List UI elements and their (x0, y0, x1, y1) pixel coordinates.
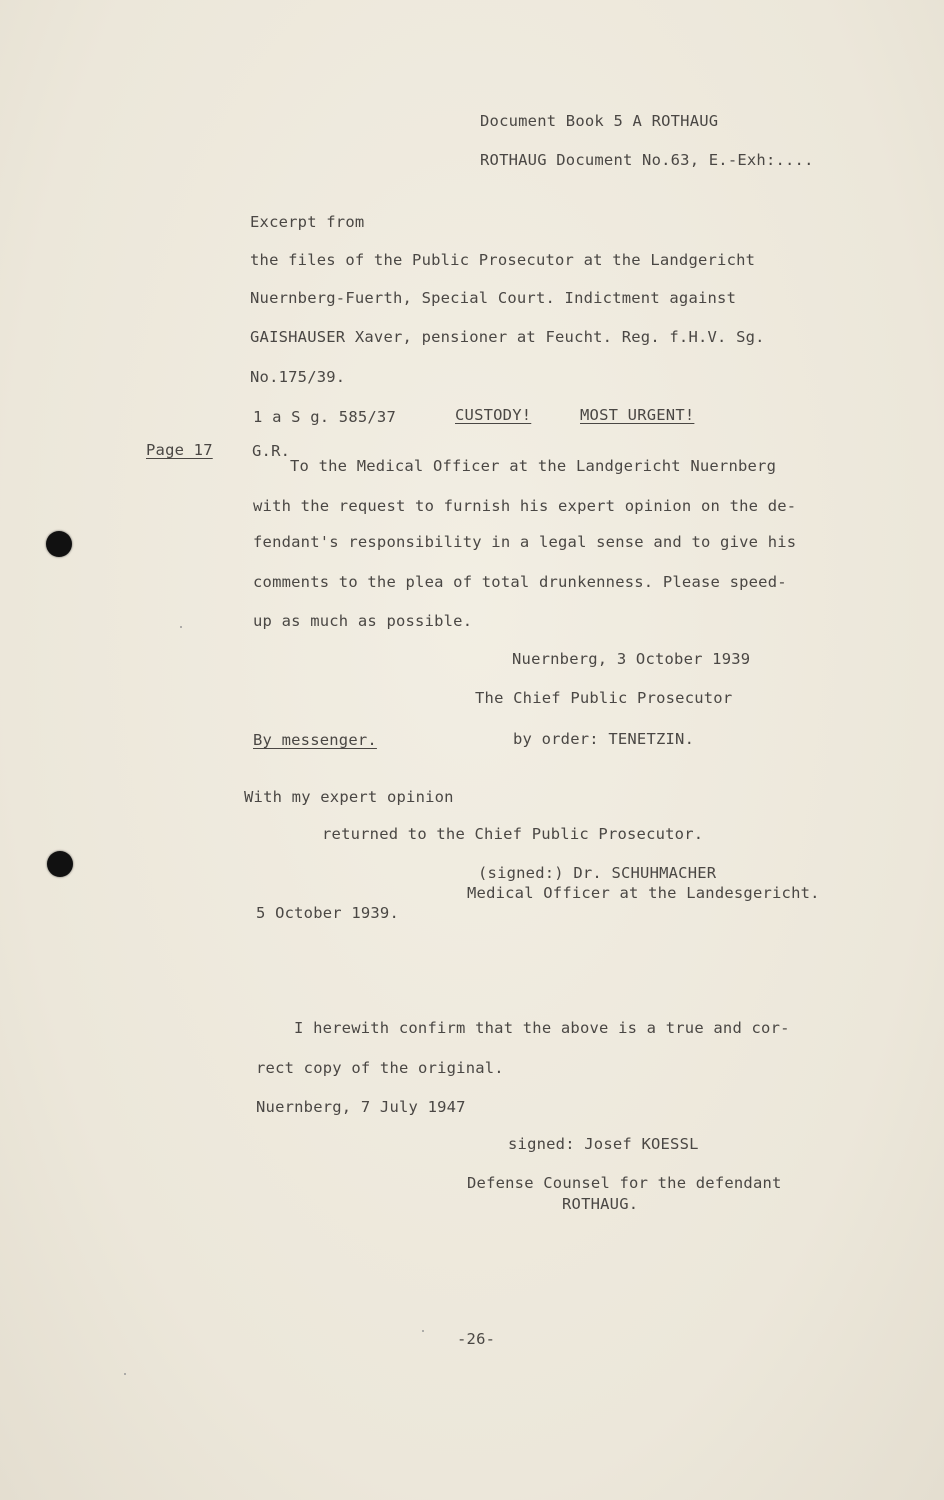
reply-date: 5 October 1939. (256, 904, 399, 922)
urgent-stamp: MOST URGENT! (580, 406, 695, 424)
reply-signature: (signed:) Dr. SCHUHMACHER (478, 864, 717, 882)
letter-order: by order: TENETZIN. (513, 730, 695, 748)
paper-speck (180, 626, 182, 628)
excerpt-line: Excerpt from (250, 213, 365, 231)
paper-speck (124, 1373, 126, 1375)
punch-hole-top (46, 531, 72, 557)
letter-line: comments to the plea of total drunkenness. Please speed- (253, 573, 787, 591)
page-number: -26- (457, 1330, 496, 1348)
letter-line: up as much as possible. (253, 612, 473, 630)
letter-gr: G.R. (252, 442, 291, 460)
letter-date: Nuernberg, 3 October 1939 (512, 650, 751, 668)
letter-line: To the Medical Officer at the Landgericht Nuernberg (290, 457, 777, 475)
margin-page-note: Page 17 (146, 441, 213, 459)
certification-signature: signed: Josef KOESSL (508, 1135, 699, 1153)
document-book-heading: Document Book 5 A ROTHAUG (480, 112, 719, 130)
letter-line: fendant's responsibility in a legal sense and to give his (253, 533, 797, 551)
reply-title: Medical Officer at the Landesgericht. (467, 884, 820, 902)
excerpt-line: No.175/39. (250, 368, 346, 386)
certification-defendant: ROTHAUG. (562, 1195, 639, 1213)
certification-role: Defense Counsel for the defendant (467, 1174, 782, 1192)
file-reference: 1 a S g. 585/37 (253, 408, 396, 426)
document-number-heading: ROTHAUG Document No.63, E.-Exh:.... (480, 151, 814, 169)
certification-line: rect copy of the original. (256, 1059, 504, 1077)
reply-line: With my expert opinion (244, 788, 454, 806)
paper-speck (422, 1330, 424, 1332)
certification-place-date: Nuernberg, 7 July 1947 (256, 1098, 466, 1116)
custody-stamp: CUSTODY! (455, 406, 532, 424)
messenger-note: By messenger. (253, 731, 377, 749)
excerpt-line: the files of the Public Prosecutor at the Landgericht (250, 251, 756, 269)
letter-line: with the request to furnish his expert opinion on the de- (253, 497, 797, 515)
excerpt-line: GAISHAUSER Xaver, pensioner at Feucht. Reg. f.H.V. Sg. (250, 328, 765, 346)
punch-hole-bottom (47, 851, 73, 877)
excerpt-line: Nuernberg-Fuerth, Special Court. Indictment against (250, 289, 737, 307)
certification-line: I herewith confirm that the above is a true and cor- (294, 1019, 790, 1037)
letter-sender: The Chief Public Prosecutor (475, 689, 733, 707)
reply-line: returned to the Chief Public Prosecutor. (322, 825, 704, 843)
